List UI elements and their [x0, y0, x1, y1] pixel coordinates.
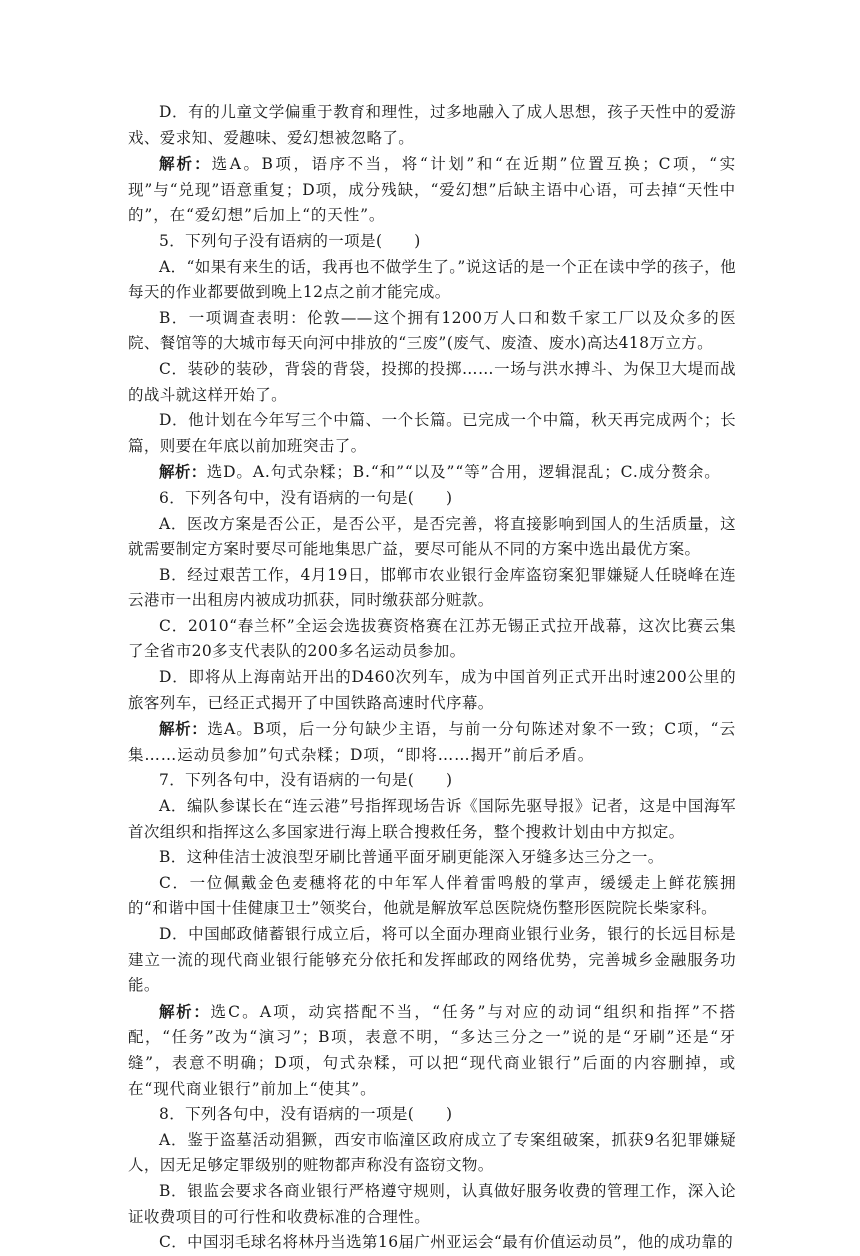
analysis-text: 选D。A.句式杂糅；B.“和”“以及”“等”合用，逻辑混乱；C.成分赘余。 — [206, 463, 721, 482]
analysis-text: 选C。A项，动宾搭配不当，“任务”与对应的动词“组织和指挥”不搭配，“任务”改为“演习”；B项，表意不明，“多达三分之一”说的是“牙刷”还是“牙缝”，表意不明确；D项，句式杂糅，可以把“现代商业银行”后面的内容删掉，或在“现代商业银行”前加上“使其”。 — [128, 1002, 736, 1098]
question-stem: 6．下列各句中，没有语病的一句是( ) — [159, 488, 453, 507]
question-stem: 7．下列各句中，没有语病的一句是( ) — [159, 771, 453, 790]
analysis-text: 选A。B项，后一分句缺少主语，与前一分句陈述对象不一致；C项，“云集……运动员参加”句式杂糅；D项，“即将……揭开”前后矛盾。 — [128, 720, 736, 764]
paragraph-option: A．“如果有来生的话，我再也不做学生了。”说这话的是一个正在读中学的孩子，他每天的作业都要做到晚上12点之前才能完成。 — [128, 257, 736, 302]
question-stem: 5．下列句子没有语病的一项是( ) — [159, 231, 421, 250]
paragraph-option: D．即将从上海南站开出的D460次列车，成为中国首列正式开出时速200公里的旅客列车，已经正式揭开了中国铁路高速时代序幕。 — [128, 668, 736, 712]
analysis-paragraph — [128, 151, 736, 229]
analysis-paragraph — [128, 716, 736, 768]
paragraph-option: C．2010“春兰杯”全运会选拔赛资格赛在江苏无锡正式拉开战幕，这次比赛云集了全省市20多支代表队的200多名运动员参加。 — [128, 616, 736, 661]
paragraph-option: B．一项调查表明：伦敦——这个拥有1200万人口和数千家工厂以及众多的医院、餐馆等的大城市每天向河中排放的“三废”(废气、废渣、废水)高达418万立方。 — [128, 308, 736, 353]
paragraph-option: D．有的儿童文学偏重于教育和理性，过多地融入了成人思想，孩子天性中的爱游戏、爱求知、爱趣味、爱幻想被忽略了。 — [128, 103, 736, 147]
paragraph-option: A．医改方案是否公正，是否公平，是否完善，将直接影响到国人的生活质量，这就需要制定方案时要尽可能地集思广益，要尽可能从不同的方案中选出最优方案。 — [128, 514, 736, 559]
paragraph-option: B．经过艰苦工作，4月19日，邯郸市农业银行金库盗窃案犯罪嫌疑人任晓峰在连云港市一出租房内被成功抓获，同时缴获部分赃款。 — [128, 565, 736, 610]
paragraph-option: A．鉴于盗墓活动猖獗，西安市临潼区政府成立了专案组破案，抓获9名犯罪嫌疑人，因无足够定罪级别的赃物都声称没有盗窃文物。 — [128, 1130, 736, 1175]
analysis-paragraph — [128, 999, 736, 1102]
analysis-label: 解析： — [159, 719, 208, 739]
analysis-label: 解析： — [159, 1001, 211, 1021]
paragraph-option: B．这种佳洁士波浪型牙刷比普通平面牙刷更能深入牙缝多达三分之一。 — [159, 848, 664, 867]
paragraph-option: B．银监会要求各商业银行严格遵守规则，认真做好服务收费的管理工作，深入论证收费项目的可行性和收费标准的合理性。 — [128, 1181, 736, 1226]
analysis-text: 选A。B项，语序不当，将“计划”和“在近期”位置互换；C项，“实现”与“兑现”语意重复；D项，成分残缺，“爱幻想”后缺主语中心语，可去掉“天性中的”，在“爱幻想”后加上“的天性”。 — [128, 155, 736, 225]
paragraph-option: D．他计划在今年写三个中篇、一个长篇。已完成一个中篇，秋天再完成两个；长篇，则要在年底以前加班突击了。 — [128, 411, 736, 455]
paragraph-option: C．一位佩戴金色麦穗将花的中年军人伴着雷鸣般的掌声，缓缓走上鲜花簇拥的“和谐中国十佳健康卫士”领奖台，他就是解放军总医院烧伤整形医院院长柴家科。 — [128, 873, 736, 918]
question-stem: 8．下列各句中，没有语病的一项是( ) — [159, 1105, 453, 1124]
analysis-label: 解析： — [159, 462, 207, 482]
analysis-paragraph — [128, 459, 736, 486]
paragraph-option: D．中国邮政储蓄银行成立后，将可以全面办理商业银行业务，银行的长远目标是建立一流的现代商业银行能够充分依托和发挥邮政的网络优势，完善城乡金融服务功能。 — [128, 925, 736, 995]
paragraph-option: C．装砂的装砂，背袋的背袋，投掷的投掷……一场与洪水搏斗、为保卫大堤而战的战斗就这样开始了。 — [128, 359, 736, 404]
paragraph-option: C．中国羽毛球名将林丹当选第16届广州亚运会“最有价值运动员”，他的成功靠的 — [159, 1233, 734, 1252]
analysis-label: 解析： — [159, 154, 212, 174]
paragraph-option: A．编队参谋长在“连云港”号指挥现场告诉《国际先驱导报》记者，这是中国海军首次组织和指挥这么多国家进行海上联合搜救任务，整个搜救计划由中方拟定。 — [128, 797, 736, 841]
